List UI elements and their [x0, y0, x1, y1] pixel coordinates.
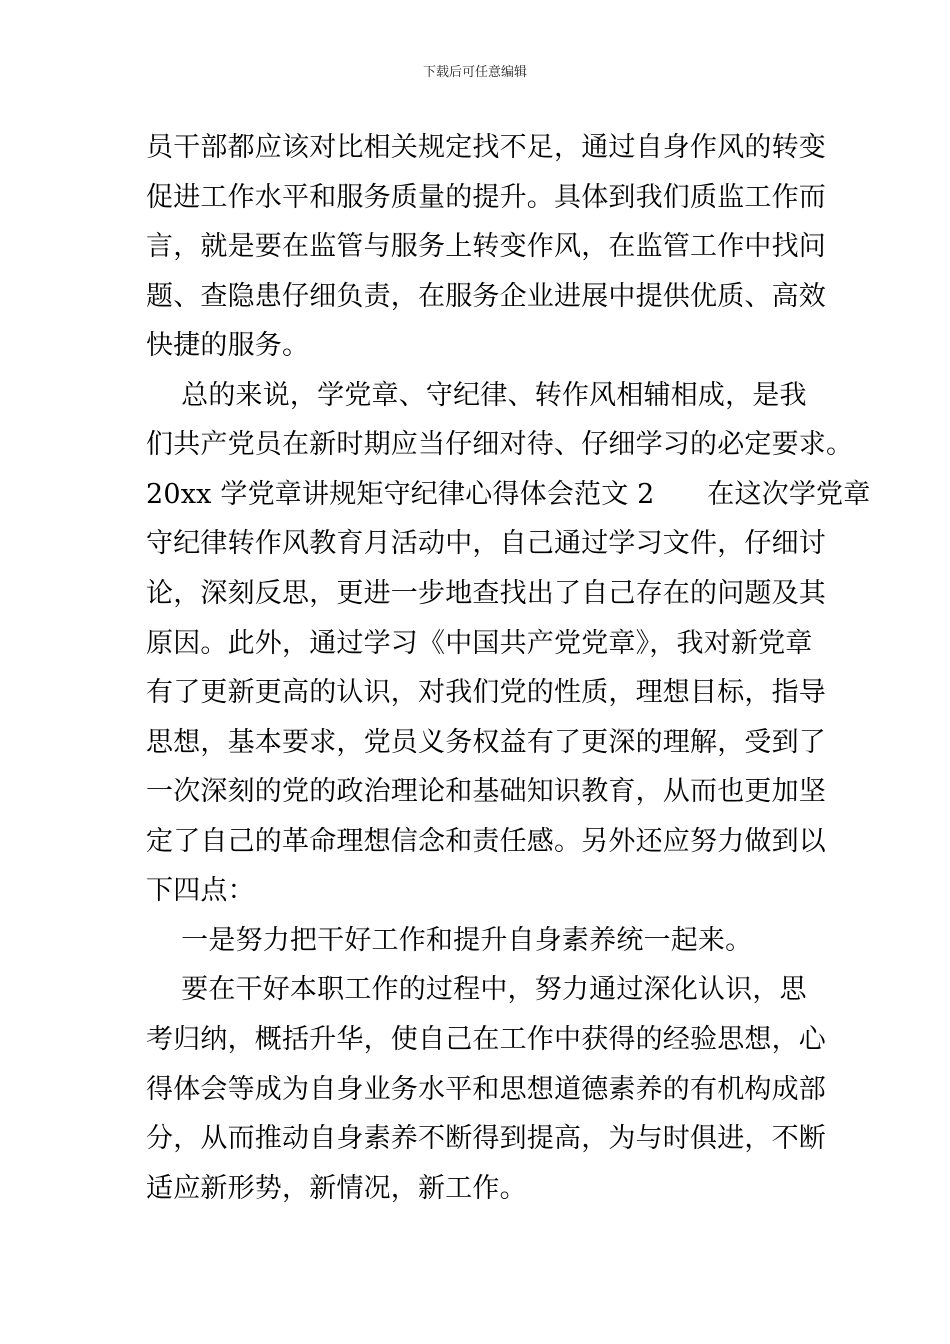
text-line: 题、查隐患仔细负责，在服务企业进展中提供优质、高效	[146, 281, 826, 312]
text-line: 思想，基本要求，党员义务权益有了更深的理解，受到了	[146, 727, 826, 758]
text-line: 要在干好本职工作的过程中，努力通过深化认识，思	[146, 974, 807, 1005]
text-line: 快捷的服务。	[146, 330, 310, 361]
text-line: 适应新形势，新情况，新工作。	[146, 1173, 527, 1204]
text-line: 一是努力把干好工作和提升自身素养统一起来。	[146, 925, 753, 956]
text-line: 原因。此外，通过学习《中国共产党党章》，我对新党章	[146, 628, 813, 659]
text-line: 员干部都应该对比相关规定找不足，通过自身作风的转变	[146, 132, 826, 163]
text-line: 下四点：	[146, 875, 255, 906]
text-line: 促进工作水平和服务质量的提升。具体到我们质监工作而	[146, 182, 826, 213]
text-line: 言，就是要在监管与服务上转变作风，在监管工作中找问	[146, 231, 826, 262]
text-line: 总的来说，学党章、守纪律、转作风相辅相成，是我	[146, 380, 807, 411]
text-line: 论，深刻反思，更进一步地查找出了自己存在的问题及其	[146, 578, 826, 609]
text-line: 有了更新更高的认识，对我们党的性质，理想目标，指导	[146, 677, 826, 708]
text-line: 守纪律转作风教育月活动中，自己通过学习文件，仔细讨	[146, 528, 826, 559]
text-line: 得体会等成为自身业务水平和思想道德素养的有机构成部	[146, 1074, 826, 1105]
text-line: 20xx 学党章讲规矩守纪律心得体会范文 2 在这次学党章	[146, 479, 871, 510]
text-line: 们共产党员在新时期应当仔细对待、仔细学习的必定要求。	[146, 429, 854, 460]
page-header: 下载后可任意编辑	[422, 65, 527, 80]
text-line: 考归纳，概括升华，使自己在工作中获得的经验思想，心	[146, 1024, 826, 1055]
text-line: 分，从而推动自身素养不断得到提高，为与时俱进，不断	[146, 1123, 826, 1154]
text-line: 定了自己的革命理想信念和责任感。另外还应努力做到以	[146, 826, 826, 857]
text-line: 一次深刻的党的政治理论和基础知识教育，从而也更加坚	[146, 776, 826, 807]
